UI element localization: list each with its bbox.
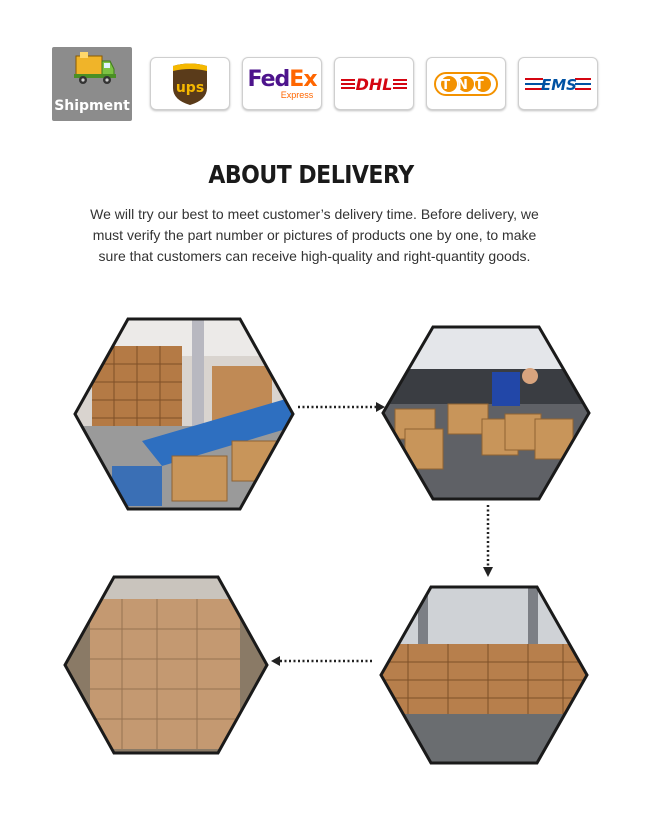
truck-icon — [52, 47, 132, 97]
packing-inspection-photo — [380, 324, 592, 502]
fedex-fed-text: Fed — [247, 67, 290, 92]
fedex-ex-text: Ex — [289, 67, 317, 92]
ups-logo — [150, 57, 230, 110]
dhl-logo — [334, 57, 414, 110]
arrow-right-connector — [296, 399, 386, 415]
ems-logo — [518, 57, 598, 110]
ems-text: EMS — [541, 75, 577, 94]
warehouse-stock-photo — [72, 316, 296, 512]
dhl-text: DHL — [355, 74, 393, 94]
arrow-left-connector — [270, 653, 374, 669]
ups-text: ups — [175, 79, 205, 96]
shipment-tile — [52, 47, 132, 121]
tnt-text: TNT — [441, 77, 491, 93]
fedex-logo — [242, 57, 322, 110]
fedex-express-text: Express — [280, 90, 314, 100]
arrow-down-connector — [480, 503, 496, 579]
tnt-logo — [426, 57, 506, 110]
packed-cartons-photo — [378, 584, 590, 766]
shipment-label: Shipment — [54, 98, 130, 114]
about-delivery-title: ABOUT DELIVERY — [208, 161, 414, 190]
about-delivery-description: We will try our best to meet customer’s delivery time. Before delivery, we must verify the part number or pictures of products one by one, to make sure that customers can receive high-quality and right-quantity goods. — [90, 206, 539, 264]
wrapped-pallet-photo — [62, 574, 270, 756]
